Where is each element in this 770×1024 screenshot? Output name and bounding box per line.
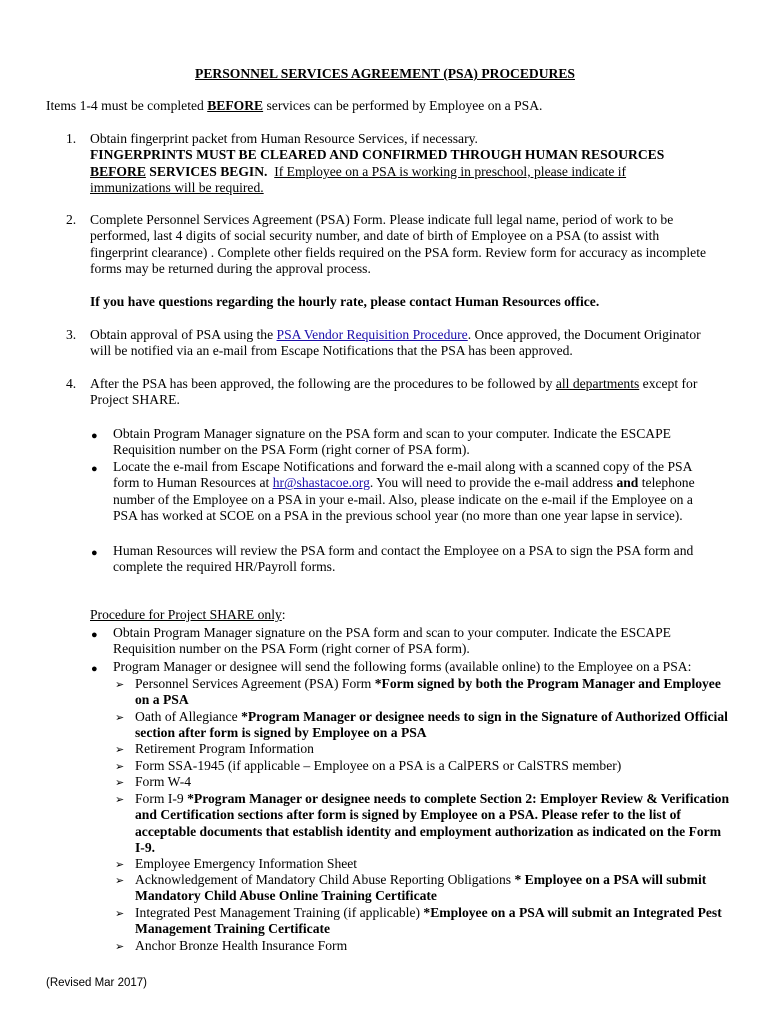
item1-line3 [90,164,710,197]
item1-text [90,131,710,197]
item3-after-link: . Once approved, the Document Originator will be notified via an e-mail from Escape Notifications that the PSA has been approved. [90,327,701,359]
item1-bold-line: FINGERPRINTS MUST BE CLEARED AND CONFIRMED THROUGH HUMAN RESOURCES [90,147,665,163]
form-item-psa [135,676,730,709]
form-item-child-abuse-label: Acknowledgement of Mandatory Child Abuse Reporting Obligations [135,872,515,887]
form-item-retirement: Retirement Program Information [135,741,314,756]
arrow-icon: ➢ [115,777,125,789]
intro-paragraph [46,98,736,114]
item1-services-begin: SERVICES BEGIN. [145,163,268,179]
intro-emph: BEFORE [207,98,264,113]
share-bullet2: Program Manager or designee will send the following forms (available online) to the Employee on a PSA: [113,659,692,674]
form-item-pest-note: *Employee on a PSA will submit an Integrated Pest Management Training Certificate [135,905,722,937]
form-item-i9-note: *Program Manager or designee needs to complete Section 2: Employer Review & Verification and Certification sections after form is signed by Employee on a PSA. Please refer to the list of acceptable documents that establish identity and employment authorization as indicated on the Form I-9. [135,791,729,856]
intro-after: services can be performed by Employee on a PSA. [263,98,543,113]
arrow-icon: ➢ [115,875,125,887]
form-item-emergency: Employee Emergency Information Sheet [135,856,358,871]
form-item-psa-note: *Form signed by both the Program Manager and Employee on a PSA [135,676,721,708]
item2-text: Complete Personnel Services Agreement (PSA) Form. Please indicate full legal name, period of work to be performed, last 4 digits of social security number, and date of birth of Employee on a PSA (to assist with fingerprint clearance) . Complete other fields required on the PSA form. Review form for accuracy as incomplete forms may be returned during the approval process. [90,212,707,277]
item1-underlined-note: If Employee on a PSA is working in preschool, please indicate if immunizations will be required. [90,163,627,196]
item4-b2-after: telephone number of the Employee on a PSA in your e-mail. Also, please indicate on the e-mail if the Employee on a PSA has worked at SCOE on a PSA in the previous school year (no more than one year lapse in service). [113,475,695,524]
bullet-icon: ● [91,629,98,641]
form-item-i9 [135,791,730,857]
form-item-pest [135,905,730,938]
item1-number: 1. [66,131,77,146]
intro-before: Items 1-4 must be completed [46,98,208,113]
bullet-icon: ● [91,430,98,442]
item4-before: After the PSA has been approved, the following are the procedures to be followed by [90,376,556,391]
form-item-psa-label: Personnel Services Agreement (PSA) Form [135,676,375,691]
item4-bullet2 [113,459,713,525]
psa-vendor-requisition-link[interactable]: PSA Vendor Requisition Procedure [276,327,468,342]
bullet-icon: ● [91,663,98,675]
bullet-icon: ● [91,547,98,559]
item4-bullet1: Obtain Program Manager signature on the PSA form and scan to your computer. Indicate the ESCAPE Requisition number on the PSA Form (right corner of PSA form). [113,426,671,458]
arrow-icon: ➢ [115,712,125,724]
share-heading-colon: : [281,607,286,622]
arrow-icon: ➢ [115,941,125,953]
item4-b2-mid: . You will need to provide the e-mail address [369,475,617,491]
item4-number: 4. [66,376,77,391]
arrow-icon: ➢ [115,744,125,756]
form-item-health: Anchor Bronze Health Insurance Form [135,938,348,953]
item4-b2-and: and [616,475,639,491]
arrow-icon: ➢ [115,794,125,806]
bullet-icon: ● [91,463,98,475]
item1-before-word: BEFORE [90,163,146,179]
item4-text [90,376,710,409]
item4-bullet3: Human Resources will review the PSA form and contact the Employee on a PSA to sign the PSA form and complete the required HR/Payroll forms. [113,543,694,575]
form-item-w4: Form W-4 [135,774,192,789]
item2-bold-note: If you have questions regarding the hourly rate, please contact Human Resources office. [90,294,600,309]
item1-line1: Obtain fingerprint packet from Human Resource Services, if necessary. [90,131,478,146]
item3-text [90,327,710,360]
form-item-oath-note: *Program Manager or designee needs to sign in the Signature of Authorized Official section after form is signed by Employee on a PSA [135,709,728,741]
form-item-pest-label: Integrated Pest Management Training (if applicable) [135,905,424,920]
arrow-icon: ➢ [115,908,125,920]
item3-before-link: Obtain approval of PSA using the [90,327,277,342]
form-item-oath [135,709,730,742]
share-bullet1: Obtain Program Manager signature on the PSA form and scan to your computer. Indicate the ESCAPE Requisition number on the PSA Form (right corner of PSA form). [113,625,671,657]
arrow-icon: ➢ [115,859,125,871]
form-item-i9-label: Form I-9 [135,791,188,806]
form-item-child-abuse-note: * Employee on a PSA will submit Mandatory Child Abuse Online Training Certificate [135,872,707,904]
item3-number: 3. [66,327,77,342]
arrow-icon: ➢ [115,679,125,691]
share-heading-text: Procedure for Project SHARE only [90,607,282,622]
page-title: PERSONNEL SERVICES AGREEMENT (PSA) PROCEDURES [195,66,575,81]
hr-email-link[interactable]: hr@shastacoe.org [272,475,370,491]
form-item-ssa1945: Form SSA-1945 (if applicable – Employee on a PSA is a CalPERS or CalSTRS member) [135,758,622,773]
revision-footer: (Revised Mar 2017) [46,977,147,989]
item4-after: except for Project SHARE. [90,376,698,408]
item4-b2-before: Locate the e-mail from Escape Notifications and forward the e-mail along with a scanned copy of the PSA form to Human Resources at [113,459,692,491]
form-item-child-abuse [135,872,730,905]
share-heading [90,607,690,623]
arrow-icon: ➢ [115,761,125,773]
form-item-oath-label: Oath of Allegiance [135,709,242,724]
item4-underlined: all departments [555,376,640,391]
item2-number: 2. [66,212,77,227]
